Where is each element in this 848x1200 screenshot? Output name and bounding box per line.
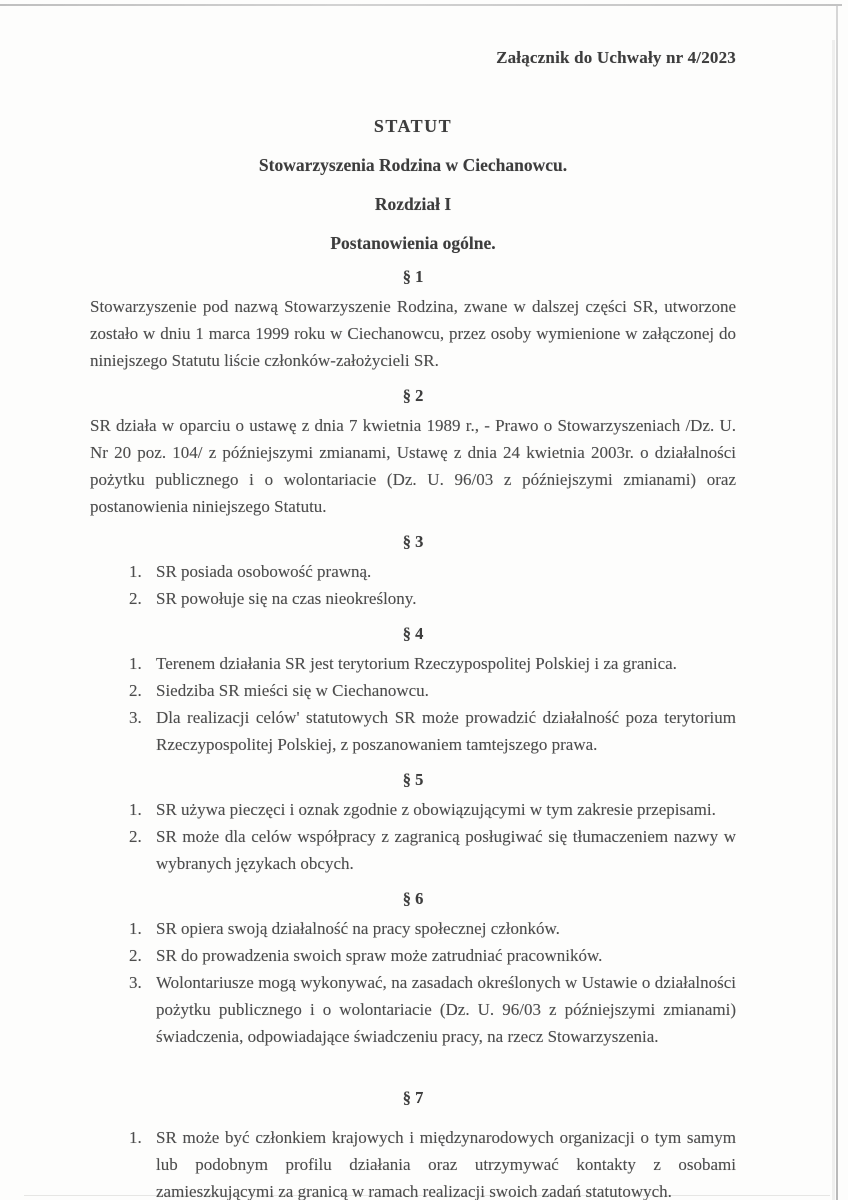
section-list — [90, 915, 736, 1050]
list-item: 2. SR do prowadzenia swoich spraw może zatrudniać pracowników. — [146, 942, 736, 969]
section-list — [90, 1124, 736, 1200]
section-number: § 1 — [402, 267, 424, 286]
statute-section — [90, 384, 736, 520]
list-item: 2. Siedziba SR mieści się w Ciechanowcu. — [146, 677, 736, 704]
scan-edge-right-line — [836, 6, 838, 1200]
list-item: 1. Terenem działania SR jest terytorium Rzeczypospolitej Polskiej i za granica. — [146, 650, 736, 677]
list-item: 1. SR opiera swoją działalność na pracy społecznej członków. — [146, 915, 736, 942]
list-item: 1. SR używa pieczęci i oznak zgodnie z obowiązującymi w tym zakresie przepisami. — [146, 796, 736, 823]
chapter-heading: Rozdział I — [374, 194, 452, 214]
section-list — [90, 650, 736, 758]
scan-edge-right-shadow — [832, 40, 835, 1200]
list-item: 1. SR może być członkiem krajowych i międzynarodowych organizacji o tym samym lub podobnym profilu działania oraz utrzymywać kontakty z osobami zamieszkującymi za granicą w ramach realizacji swoich zadań statutowych. — [146, 1124, 736, 1200]
section-number: § 6 — [402, 889, 424, 908]
section-number: § 3 — [402, 532, 424, 551]
attachment-note: Załącznik do Uchwały nr 4/2023 — [496, 48, 736, 67]
list-item: 2. SR powołuje się na czas nieokreślony. — [146, 585, 736, 612]
section-number: § 4 — [402, 624, 424, 643]
chapter-title: Postanowienia ogólne. — [330, 233, 496, 253]
statute-section — [90, 768, 736, 877]
statute-section — [90, 530, 736, 612]
list-item: 3. Wolontariusze mogą wykonywać, na zasadach określonych w Ustawie o działalności pożytku publicznego i o wolontariacie (Dz. U. 96/03 z późniejszymi zmianami) świadczenia, odpowiadające świadczeniu pracy, na rzecz Stowarzyszenia. — [146, 969, 736, 1050]
list-item: 1. SR posiada osobowość prawną. — [146, 558, 736, 585]
statute-section — [90, 622, 736, 758]
statute-section — [90, 1086, 736, 1200]
list-item: 3. Dla realizacji celów' statutowych SR może prowadzić działalność poza terytorium Rzeczypospolitej Polskiej, z poszanowaniem tamtejszego prawa. — [146, 704, 736, 758]
section-number: § 2 — [402, 386, 424, 405]
document-subtitle: Stowarzyszenia Rodzina w Ciechanowcu. — [258, 155, 568, 175]
statute-section — [90, 887, 736, 1050]
section-number: § 5 — [402, 770, 424, 789]
document-title: STATUT — [373, 116, 453, 136]
section-number: § 7 — [402, 1088, 424, 1107]
section-paragraph: SR działa w oparciu o ustawę z dnia 7 kwietnia 1989 r., - Prawo o Stowarzyszeniach /Dz. U. Nr 20 poz. 104/ z późniejszymi zmianami, Ustawę z dnia 24 kwietnia 2003r. o działalności pożytku publicznego i o wolontariacie (Dz. U. 96/03 z późniejszymi zmianami) oraz postanowienia niniejszego Statutu. — [90, 416, 736, 516]
section-list — [90, 796, 736, 877]
list-item: 2. SR może dla celów współpracy z zagranicą posługiwać się tłumaczeniem nazwy w wybranych językach obcych. — [146, 823, 736, 877]
section-paragraph: Stowarzyszenie pod nazwą Stowarzyszenie Rodzina, zwane w dalszej części SR, utworzone zostało w dniu 1 marca 1999 roku w Ciechanowcu, przez osoby wymienione w załączonej do niniejszego Statutu liście członków-założycieli SR. — [90, 297, 736, 370]
statute-section — [90, 265, 736, 374]
document-content — [90, 0, 736, 1200]
section-list — [90, 558, 736, 612]
statute-sections — [90, 265, 736, 1200]
